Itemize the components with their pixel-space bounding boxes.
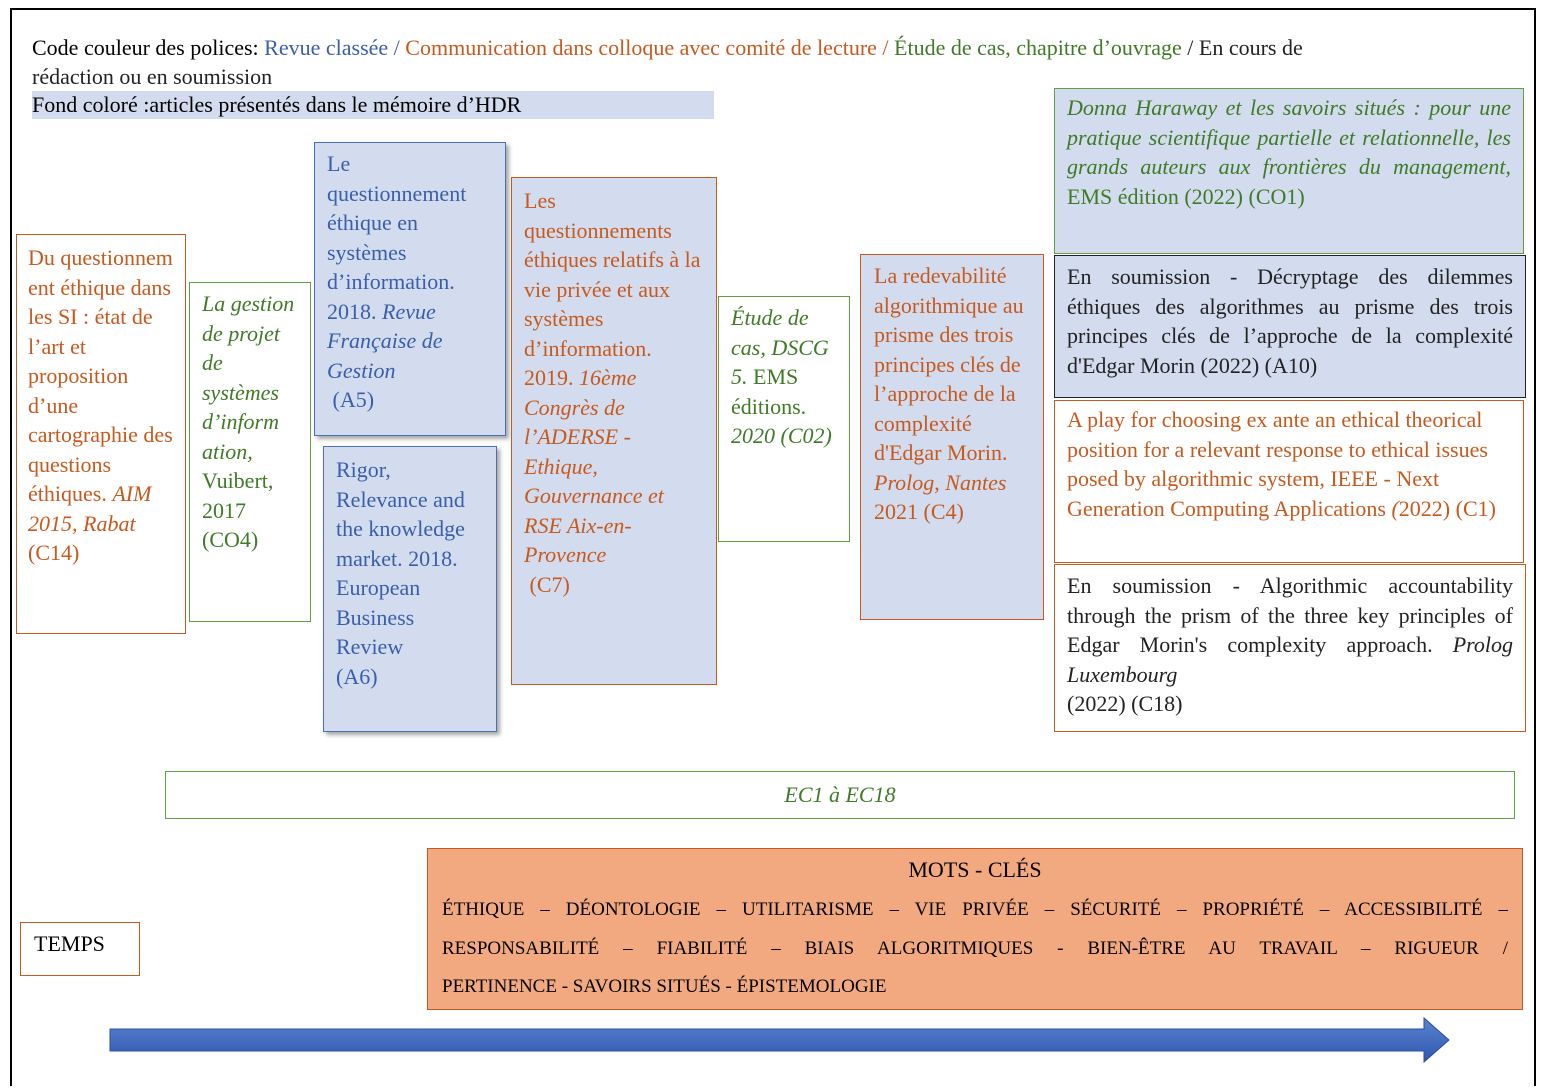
time-arrow-icon	[108, 1016, 1453, 1066]
ec-bar-label: EC1 à EC18	[784, 782, 896, 807]
co4-publisher: Vuibert, 2017 (CO4)	[202, 468, 274, 552]
keywords-box	[427, 848, 1523, 1010]
legend-encours-a: En cours de	[1198, 35, 1303, 60]
legend-line-1	[32, 34, 1303, 62]
item-a10	[1054, 255, 1526, 398]
c14-code: (C14)	[28, 540, 80, 565]
co4-title: La gestion de projet de systèmes d’inform ation,	[202, 291, 295, 464]
co1-rest: , EMS édition (2022) (CO1)	[1067, 154, 1511, 209]
keywords-line-1: ÉTHIQUE – DÉONTOLOGIE – UTILITARISME – VIE PRIVÉE – SÉCURITÉ – PROPRIÉTÉ – ACCESSIBILITÉ –	[442, 899, 1508, 920]
c02-part3: 2020 (C02)	[731, 423, 832, 448]
item-co4	[189, 282, 311, 622]
legend-sep-3: /	[1181, 35, 1199, 60]
legend-sep-2: /	[876, 35, 895, 60]
c14-venue: AIM 2015, Rabat	[28, 481, 152, 536]
a5-code: (A5)	[332, 387, 375, 412]
keywords-title: MOTS - CLÉS	[908, 857, 1042, 882]
item-c02	[718, 296, 850, 542]
c02-part2: EMS éditions.	[731, 364, 807, 419]
c18-code: (2022) (C18)	[1067, 691, 1183, 716]
legend-sep-1: /	[388, 35, 406, 60]
item-c4	[860, 254, 1044, 620]
item-a6	[323, 446, 497, 732]
item-co1	[1054, 88, 1524, 254]
item-c18	[1054, 564, 1526, 732]
legend-colloque: Communication dans colloque avec comité de lecture	[405, 35, 877, 60]
c1-text-a: A play for choosing ex ante an ethical theorical position for a relevant response to ethical issues posed by algorithmic system, IEEE - Next Generation Computing Applications	[1067, 407, 1488, 521]
keywords-line-3: PERTINENCE - SAVOIRS SITUÉS - ÉPISTEMOLOGIE	[442, 976, 887, 997]
item-c14	[16, 234, 186, 634]
c4-title: La redevabilité algorithmique au prisme des trois principes clés de l’approche de la complexité d'Edgar Morin.	[874, 263, 1024, 465]
ec-bar	[165, 771, 1515, 819]
co1-title: Donna Haraway et les savoirs situés : pour une pratique scientifique partielle et relationnelle, les grands auteurs aux frontières du management	[1067, 95, 1511, 179]
c7-title: Les questionnements éthiques relatifs à la vie privée et aux systèmes d’information. 2019.	[524, 188, 701, 390]
item-c1	[1054, 400, 1524, 563]
legend-fond: Fond coloré :articles présentés dans le mémoire d’HDR	[32, 91, 714, 119]
a6-title: Rigor, Relevance and the knowledge market. 2018. European Business Review	[336, 457, 465, 659]
time-label: TEMPS	[34, 931, 105, 956]
c4-code: 2021 (C4)	[874, 499, 964, 524]
a10-text: En soumission - Décryptage des dilemmes éthiques des algorithmes au prisme des trois principes clés de l’approche de la complexité d'Edgar Morin (2022) (A10)	[1067, 264, 1513, 378]
c1-text-c: 2022) (C1)	[1398, 495, 1496, 521]
item-c7	[511, 177, 717, 685]
c4-venue: Prolog, Nantes	[874, 469, 1007, 495]
legend-encours-b: rédaction ou en soumission	[32, 64, 273, 89]
c18-venue: Prolog Luxembourg	[1067, 632, 1514, 687]
c7-code: (C7)	[529, 571, 570, 597]
c14-title: Du questionnem ent éthique dans les SI : état de l’art et proposition d’une cartographie des questions éthiques.	[28, 245, 173, 506]
c02-part1: Étude de cas, DSCG 5.	[731, 305, 829, 389]
c7-venue: 16ème Congrès de l’ADERSE - Ethique, Gouvernance et RSE Aix-en-Provence	[524, 365, 664, 567]
legend-prefix: Code couleur des polices:	[32, 35, 259, 60]
c18-text: En soumission - Algorithmic accountability through the prism of the three key principles of Edgar Morin's complexity approach.	[1067, 573, 1513, 657]
keywords-line-2: RESPONSABILITÉ – FIABILITÉ – BIAIS ALGORITMIQUES - BIEN-ÊTRE AU TRAVAIL – RIGUEUR /	[442, 937, 1508, 959]
c1-text-b: (	[1391, 495, 1399, 521]
a6-code: (A6)	[336, 663, 378, 689]
time-box	[20, 922, 140, 976]
legend-revue: Revue classée	[264, 35, 389, 60]
legend-etude: Étude de cas, chapitre d’ouvrage	[894, 35, 1182, 60]
item-a5	[314, 142, 506, 436]
a5-journal: Revue Française de Gestion	[327, 298, 443, 383]
a5-title: Le questionnement éthique en systèmes d’information. 2018.	[327, 151, 467, 324]
